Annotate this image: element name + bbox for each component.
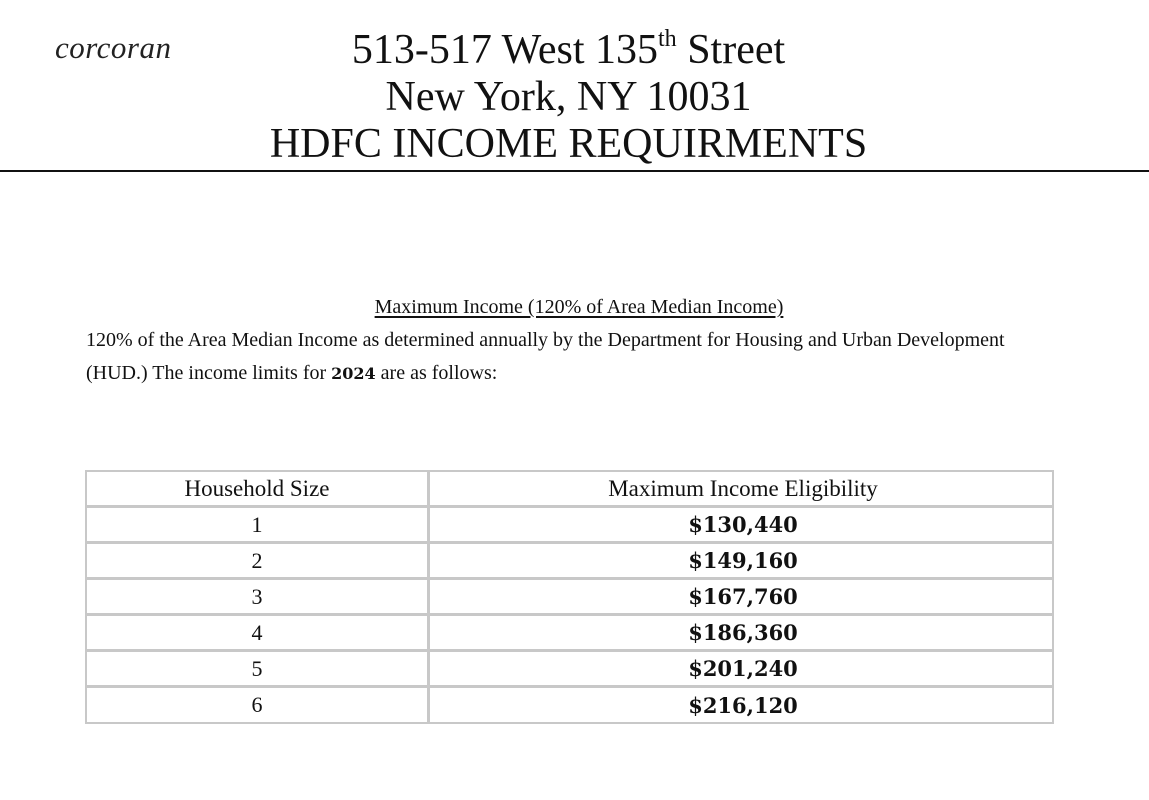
section-heading: Maximum Income (120% of Area Median Income): [374, 296, 784, 318]
table-header-row: [87, 472, 1052, 508]
description-text-end: are as follows:: [375, 362, 498, 384]
table-row: [87, 652, 1052, 688]
max-income-cell: $167,760: [688, 584, 798, 609]
income-limits-table: [85, 470, 1054, 724]
household-size-cell: 5: [87, 652, 430, 685]
table-row: [87, 544, 1052, 580]
max-income-cell: $201,240: [688, 656, 798, 681]
max-income-cell: $216,120: [688, 692, 798, 718]
table-row: [87, 580, 1052, 616]
address-line-1: [0, 27, 1137, 74]
table-row: [87, 688, 1052, 722]
address-street-number: 513-517 West 135: [351, 27, 659, 73]
household-size-cell: 4: [87, 616, 430, 649]
header-divider: [0, 170, 1149, 172]
household-size-cell: 2: [87, 544, 430, 577]
column-header-max-income: Maximum Income Eligibility: [608, 475, 878, 501]
household-size-cell: 1: [87, 508, 430, 541]
corcoran-logo: corcoran: [55, 30, 172, 65]
household-size-cell: 3: [87, 580, 430, 613]
document-header: [0, 27, 1137, 168]
address-ordinal-suffix: th: [658, 26, 677, 52]
table-row: [87, 616, 1052, 652]
column-header-household-size: Household Size: [87, 472, 430, 505]
max-income-cell: $130,440: [688, 512, 798, 537]
income-description: [86, 324, 1006, 390]
address-line-2: New York, NY 10031: [385, 74, 752, 120]
household-size-cell: 6: [87, 688, 430, 722]
document-title: HDFC INCOME REQUIRMENTS: [269, 121, 868, 167]
income-year: 2024: [331, 364, 376, 383]
address-street-word: Street: [676, 27, 786, 73]
max-income-cell: $186,360: [688, 620, 798, 645]
max-income-cell: $149,160: [688, 548, 798, 573]
table-row: [87, 508, 1052, 544]
description-text: 120% of the Area Median Income as determined annually by the Department for Housing and Urban Development (HUD.) The income limits for: [86, 329, 1005, 384]
